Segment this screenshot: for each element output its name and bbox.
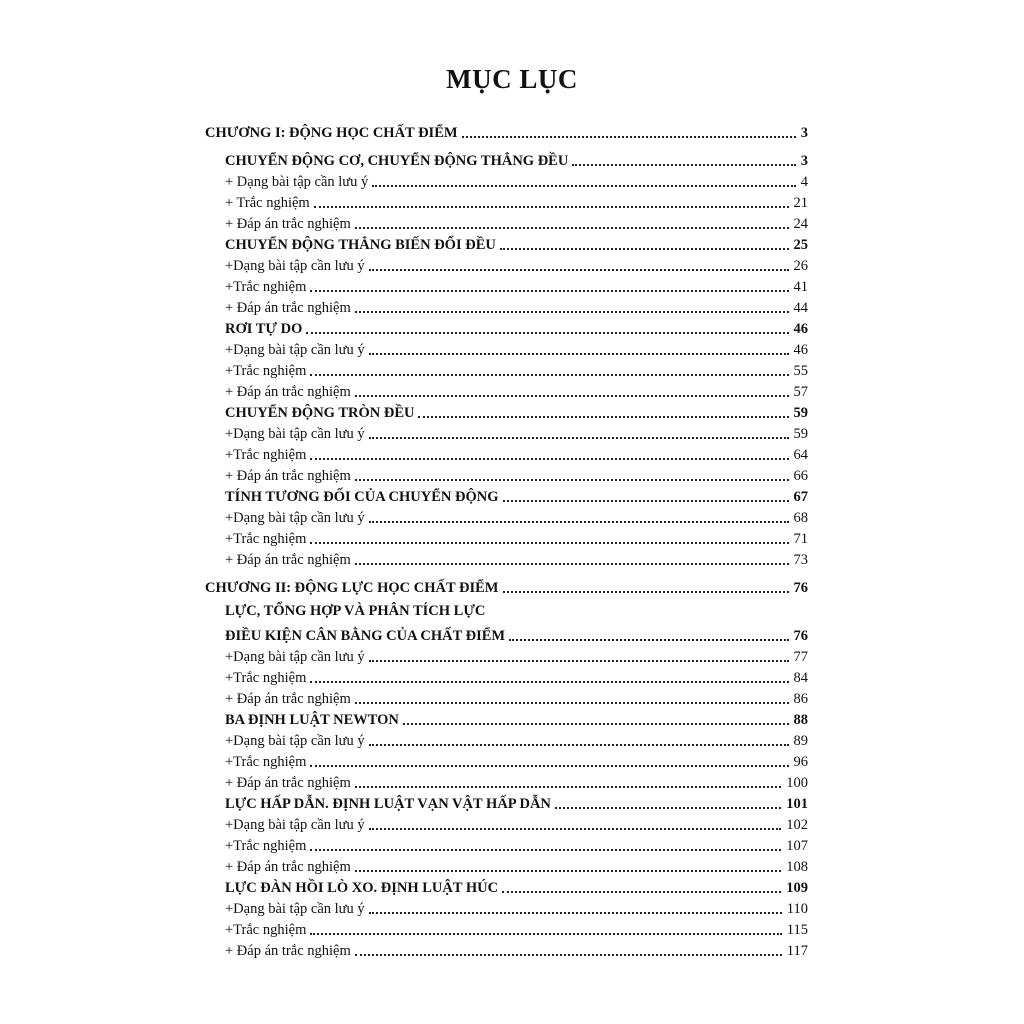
toc-entry-label: +Trắc nghiệm [225, 279, 307, 295]
dot-leader [572, 150, 795, 166]
toc-page-number: 21 [793, 195, 808, 211]
toc-entry-label: + Đáp án trắc nghiệm [225, 691, 351, 707]
toc-entry-label: + Đáp án trắc nghiệm [225, 859, 351, 875]
toc-page-number: 66 [793, 468, 808, 484]
toc-entry-label: + Dạng bài tập cần lưu ý [225, 174, 369, 190]
toc-entry[interactable] [225, 254, 808, 272]
toc-page-number: 73 [793, 552, 808, 568]
toc-entry-label: +Trắc nghiệm [225, 363, 307, 379]
dot-leader [462, 122, 796, 138]
toc-page-number: 88 [793, 712, 808, 728]
dot-leader [306, 318, 788, 334]
toc-page-number: 64 [793, 447, 808, 463]
toc-page-number: 108 [786, 859, 808, 875]
toc-page-number: 86 [793, 691, 808, 707]
toc-entry-label: +Trắc nghiệm [225, 531, 307, 547]
toc-page-number: 41 [793, 279, 808, 295]
dot-leader [369, 423, 789, 439]
dot-leader [310, 528, 788, 544]
dot-leader [372, 171, 795, 187]
toc-entry-label: CHUYỂN ĐỘNG TRÒN ĐỀU [225, 405, 415, 421]
toc-entry[interactable] [225, 212, 808, 230]
toc-entry[interactable] [225, 771, 808, 789]
toc-page-number: 71 [793, 531, 808, 547]
toc-entry[interactable] [225, 602, 487, 620]
toc-page-number: 46 [793, 342, 808, 358]
toc-entry-label: + Đáp án trắc nghiệm [225, 384, 351, 400]
toc-entry-label: LỰC HẤP DẪN. ĐỊNH LUẬT VẠN VẬT HẤP DẪN [225, 796, 551, 812]
dot-leader [355, 381, 789, 397]
toc-page-number: 3 [800, 153, 808, 169]
dot-leader [369, 646, 789, 662]
dot-leader [555, 793, 781, 809]
toc-entry[interactable] [225, 506, 808, 524]
toc-entry-label: + Đáp án trắc nghiệm [225, 300, 351, 316]
toc-entry[interactable] [225, 750, 808, 768]
toc-page-number: 89 [793, 733, 808, 749]
toc-entry-label: ĐIỀU KIỆN CÂN BẰNG CỦA CHẤT ĐIỂM [225, 628, 506, 644]
toc-entry-label: +Trắc nghiệm [225, 754, 307, 770]
toc-page-number: 110 [786, 901, 808, 917]
dot-leader [369, 814, 782, 830]
toc-page-number: 24 [793, 216, 808, 232]
toc-entry-label: + Đáp án trắc nghiệm [225, 216, 351, 232]
toc-entry-label: +Dạng bài tập cần lưu ý [225, 426, 365, 442]
dot-leader [355, 213, 789, 229]
dot-leader [403, 709, 789, 725]
toc-page-number: 26 [793, 258, 808, 274]
dot-leader [369, 898, 782, 914]
toc-page-number: 59 [793, 426, 808, 442]
toc-entry-label: +Dạng bài tập cần lưu ý [225, 901, 365, 917]
toc-entry[interactable] [225, 624, 808, 642]
dot-leader [355, 549, 789, 565]
toc-entry-label: +Trắc nghiệm [225, 670, 307, 686]
dot-leader [355, 688, 789, 704]
toc-entry[interactable] [225, 687, 808, 705]
toc-page-number: 4 [800, 174, 808, 190]
dot-leader [355, 772, 782, 788]
dot-leader [310, 360, 788, 376]
toc-page-number: 57 [793, 384, 808, 400]
toc-entry-label: CHUYỂN ĐỘNG CƠ, CHUYỂN ĐỘNG THẲNG ĐỀU [225, 153, 569, 169]
toc-entry[interactable] [225, 233, 808, 251]
dot-leader [369, 730, 789, 746]
toc-page-number: 100 [786, 775, 808, 791]
dot-leader [310, 835, 781, 851]
toc-entry-label: +Dạng bài tập cần lưu ý [225, 649, 365, 665]
toc-entry[interactable] [225, 645, 808, 663]
dot-leader [310, 919, 781, 935]
toc-entry[interactable] [225, 548, 808, 566]
toc-entry[interactable] [225, 317, 808, 335]
toc-entry-label: + Đáp án trắc nghiệm [225, 943, 351, 959]
toc-page-number: 77 [793, 649, 808, 665]
dot-leader [355, 940, 782, 956]
toc-entry[interactable] [225, 708, 808, 726]
toc-entry[interactable] [225, 527, 808, 545]
dot-leader [369, 507, 789, 523]
toc-entry[interactable] [225, 170, 808, 188]
toc-entry[interactable] [225, 359, 808, 377]
toc-entry[interactable] [225, 792, 808, 810]
toc-page-number: 76 [793, 580, 808, 596]
toc-page-number: 68 [793, 510, 808, 526]
toc-entry-label: +Dạng bài tập cần lưu ý [225, 817, 365, 833]
toc-page-number: 101 [786, 796, 808, 812]
dot-leader [418, 402, 788, 418]
toc-entry-label: +Dạng bài tập cần lưu ý [225, 733, 365, 749]
toc-page-number: 46 [793, 321, 808, 337]
toc-entry[interactable] [225, 296, 808, 314]
dot-leader [310, 444, 788, 460]
toc-chapter-entry[interactable] [205, 121, 808, 139]
dot-leader [310, 276, 788, 292]
toc-entry-label: CHƯƠNG I: ĐỘNG HỌC CHẤT ĐIỂM [205, 125, 458, 141]
toc-entry[interactable] [225, 149, 808, 167]
toc-entry[interactable] [225, 666, 808, 684]
toc-entry-label: +Dạng bài tập cần lưu ý [225, 258, 365, 274]
toc-entry-label: CHƯƠNG II: ĐỘNG LỰC HỌC CHẤT ĐIỂM [205, 580, 499, 596]
dot-leader [503, 577, 789, 593]
toc-entry[interactable] [225, 813, 808, 831]
dot-leader [310, 667, 788, 683]
toc-entry-label: +Dạng bài tập cần lưu ý [225, 510, 365, 526]
toc-chapter-entry[interactable] [205, 576, 808, 594]
toc-entry[interactable] [225, 464, 808, 482]
dot-leader [369, 255, 789, 271]
toc-page-number: 76 [793, 628, 808, 644]
toc-entry[interactable] [225, 876, 808, 894]
dot-leader [314, 192, 789, 208]
toc-entry-label: TÍNH TƯƠNG ĐỐI CỦA CHUYỂN ĐỘNG [225, 489, 499, 505]
toc-entry-label: + Trắc nghiệm [225, 195, 310, 211]
toc-entry-label: +Trắc nghiệm [225, 447, 307, 463]
toc-entry-label: LỰC, TỔNG HỢP VÀ PHÂN TÍCH LỰC [225, 603, 486, 619]
toc-page-number: 96 [793, 754, 808, 770]
toc-entry[interactable] [225, 380, 808, 398]
toc-page-number: 55 [793, 363, 808, 379]
toc-page-number: 117 [786, 943, 808, 959]
toc-entry[interactable] [225, 897, 808, 915]
toc-page-number: 67 [793, 489, 808, 505]
toc-entry[interactable] [225, 939, 808, 957]
toc-entry[interactable] [225, 855, 808, 873]
toc-entry[interactable] [225, 918, 808, 936]
dot-leader [355, 465, 789, 481]
dot-leader [310, 751, 788, 767]
dot-leader [502, 877, 781, 893]
toc-entry-label: + Đáp án trắc nghiệm [225, 468, 351, 484]
toc-entry-label: RƠI TỰ DO [225, 321, 303, 337]
toc-entry[interactable] [225, 422, 808, 440]
toc-page-number: 115 [786, 922, 808, 938]
toc-page-number: 84 [793, 670, 808, 686]
toc-entry-label: +Trắc nghiệm [225, 922, 307, 938]
toc-entry[interactable] [225, 338, 808, 356]
toc-entry-label: + Đáp án trắc nghiệm [225, 775, 351, 791]
toc-entry[interactable] [225, 485, 808, 503]
toc-entry[interactable] [225, 191, 808, 209]
toc-entry[interactable] [225, 401, 808, 419]
toc-entry-label: +Dạng bài tập cần lưu ý [225, 342, 365, 358]
toc-page-number: 102 [786, 817, 808, 833]
toc-entry[interactable] [225, 443, 808, 461]
toc-entry[interactable] [225, 729, 808, 747]
dot-leader [500, 234, 789, 250]
dot-leader [503, 486, 789, 502]
toc-page-number: 25 [793, 237, 808, 253]
toc-entry[interactable] [225, 834, 808, 852]
toc-page-number: 59 [793, 405, 808, 421]
dot-leader [355, 297, 789, 313]
toc-entry[interactable] [225, 275, 808, 293]
toc-entry-label: CHUYỂN ĐỘNG THẲNG BIẾN ĐỔI ĐỀU [225, 237, 496, 253]
page-title: MỤC LỤC [446, 64, 578, 94]
dot-leader [355, 856, 782, 872]
toc-entry-label: +Trắc nghiệm [225, 838, 307, 854]
dot-leader [369, 339, 789, 355]
toc-entry-label: BA ĐỊNH LUẬT NEWTON [225, 712, 399, 728]
toc-page-number: 3 [800, 125, 808, 141]
toc-entry-label: LỰC ĐÀN HỒI LÒ XO. ĐỊNH LUẬT HÚC [225, 880, 499, 896]
toc-page-number: 107 [786, 838, 808, 854]
dot-leader [509, 625, 788, 641]
toc-entry-label: + Đáp án trắc nghiệm [225, 552, 351, 568]
toc-page-number: 44 [793, 300, 808, 316]
toc-page-number: 109 [786, 880, 808, 896]
